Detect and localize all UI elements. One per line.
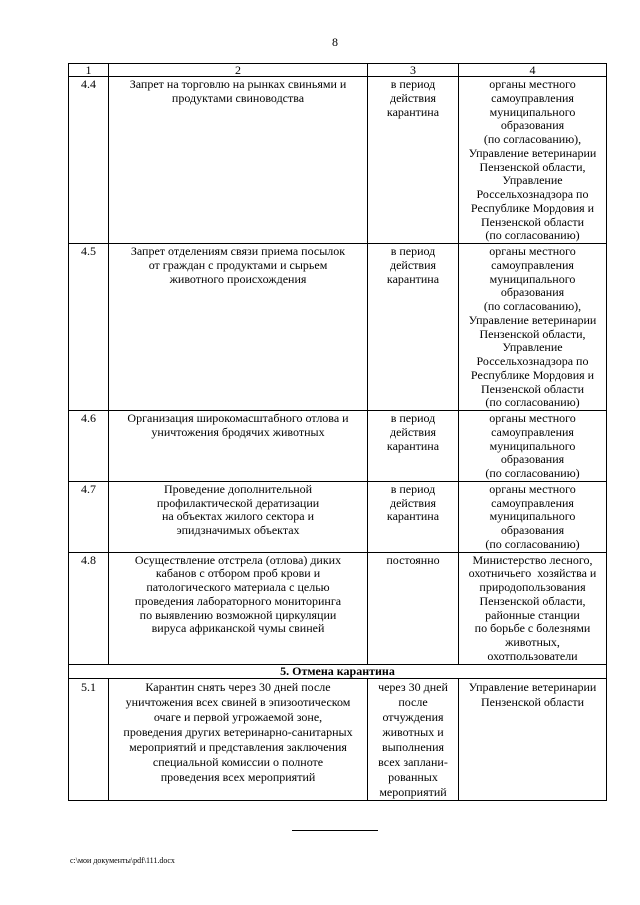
responsible-cell: органы местного самоуправления муниципального образования (по согласованию)	[459, 411, 607, 482]
table-header-row	[69, 64, 607, 77]
measure-cell: Запрет на торговлю на рынках свиньями и продуктами свиноводства	[109, 77, 368, 244]
responsible-cell: органы местного самоуправления муниципального образования (по согласованию), Управление ветеринарии Пензенской области, Управление Россельхознадзора по Республике Мордовия и Пензенской области (по согласованию)	[459, 77, 607, 244]
page-number: 8	[332, 35, 338, 49]
section-title: 5. Отмена карантина	[69, 664, 607, 678]
header-col-3: 3	[368, 64, 459, 77]
table-row	[69, 552, 607, 664]
header-col-1: 1	[69, 64, 109, 77]
table-row	[69, 411, 607, 482]
responsible-cell: Управление ветеринарии Пензенской области	[459, 678, 607, 800]
row-number: 4.6	[69, 411, 109, 482]
row-number: 4.7	[69, 481, 109, 552]
table-row	[69, 481, 607, 552]
section-header-row	[69, 664, 607, 678]
responsible-cell: органы местного самоуправления муниципального образования (по согласованию)	[459, 481, 607, 552]
header-col-4: 4	[459, 64, 607, 77]
measure-cell: Карантин снять через 30 дней после уничтожения всех свиней в эпизоотическом очаге и первой угрожаемой зоне, проведения других ветеринарно-санитарных мероприятий и представления заключения специальной комиссии о полноте проведения всех мероприятий	[109, 678, 368, 800]
row-number: 4.8	[69, 552, 109, 664]
measure-cell: Проведение дополнительной профилактической дератизации на объектах жилого сектора и эпидзначимых объектах	[109, 481, 368, 552]
measure-cell: Запрет отделениям связи приема посылок от граждан с продуктами и сырьем животного происхождения	[109, 244, 368, 411]
measure-cell: Осуществление отстрела (отлова) диких кабанов с отбором проб крови и патологического материала с целью проведения лабораторного мониторинга по выявлению возможной циркуляции вируса африканской чумы свиней	[109, 552, 368, 664]
table-row	[69, 244, 607, 411]
term-cell: постоянно	[368, 552, 459, 664]
footer-divider	[292, 830, 378, 831]
measure-cell: Организация широкомасштабного отлова и уничтожения бродячих животных	[109, 411, 368, 482]
row-number: 5.1	[69, 678, 109, 800]
term-cell: в период действия карантина	[368, 77, 459, 244]
responsible-cell: Министерство лесного, охотничьего хозяйства и природопользования Пензенской области, районные станции по борьбе с болезнями животных, охотпользователи	[459, 552, 607, 664]
table-row	[69, 678, 607, 800]
measures-table	[68, 63, 607, 801]
term-cell: в период действия карантина	[368, 481, 459, 552]
footer-file-path: c:\мои документы\pdf\111.docx	[70, 856, 175, 865]
row-number: 4.4	[69, 77, 109, 244]
responsible-cell: органы местного самоуправления муниципального образования (по согласованию), Управление ветеринарии Пензенской области, Управление Россельхознадзора по Республике Мордовия и Пензенской области (по согласованию)	[459, 244, 607, 411]
term-cell: в период действия карантина	[368, 411, 459, 482]
row-number: 4.5	[69, 244, 109, 411]
term-cell: через 30 дней после отчуждения животных и выполнения всех заплани- рованных мероприятий	[368, 678, 459, 800]
header-col-2: 2	[109, 64, 368, 77]
table-row	[69, 77, 607, 244]
term-cell: в период действия карантина	[368, 244, 459, 411]
